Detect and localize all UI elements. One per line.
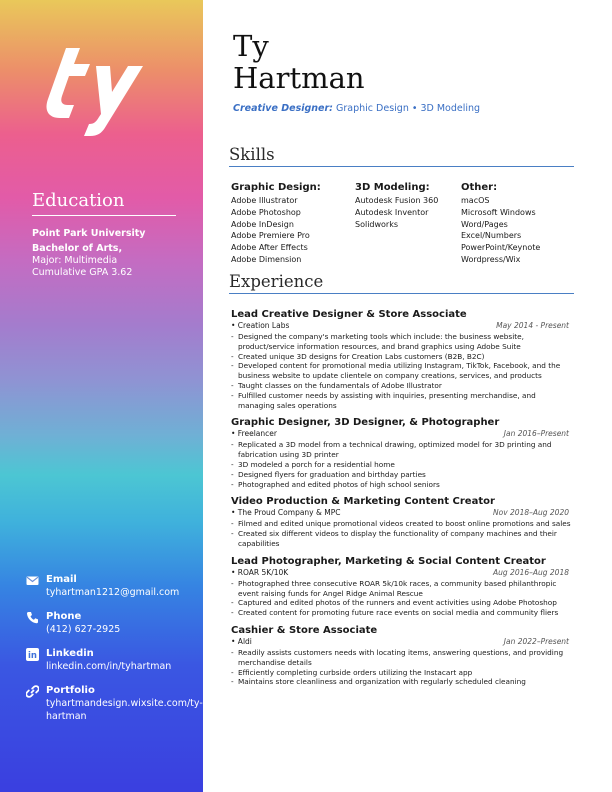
job-bullet: - Taught classes on the fundamentals of Adobe Illustrator — [231, 381, 571, 391]
job-entry — [231, 495, 571, 548]
job-bullet: - Created content for promoting future race events on social media and community fliers — [231, 608, 571, 618]
skill-column — [231, 181, 355, 266]
job-entry — [231, 624, 571, 687]
job-date: Jan 2016–Present — [503, 429, 569, 439]
job-company: • Aldi — [231, 636, 252, 646]
education-details — [32, 228, 192, 279]
job-bullet: - Developed content for promotional media utilizing Instagram, TikTok, Facebook, and the business website to update clientele on company creations, services, and products — [231, 361, 571, 381]
phone-number[interactable]: (412) 627-2925 — [46, 624, 121, 635]
contact-list — [26, 573, 202, 734]
major: Major: Multimedia — [32, 255, 118, 266]
skill-item: Adobe Dimension — [231, 254, 302, 264]
job-bullet: - Readily assists customers needs with locating items, answering questions, and providing merchandise details — [231, 648, 571, 668]
job-title: Video Production & Marketing Content Creator — [231, 496, 495, 508]
sidebar — [0, 0, 203, 792]
job-bullets — [231, 519, 571, 548]
contact-portfolio — [26, 684, 202, 723]
job-bullets — [231, 579, 571, 618]
job-bullet: - Fulfilled customer needs by assisting with inquiries, presenting merchandise, and managing sales operations — [231, 391, 571, 411]
job-title: Cashier & Store Associate — [231, 624, 378, 636]
contact-label: Phone — [46, 611, 82, 622]
gpa: Cumulative GPA 3.62 — [32, 267, 133, 278]
job-title: Lead Photographer, Marketing & Social Content Creator — [231, 555, 546, 567]
skill-item: Autodesk Inventor — [355, 207, 429, 217]
contact-email — [26, 573, 202, 599]
experience-list — [231, 308, 571, 693]
skill-item: Adobe Illustrator — [231, 196, 298, 205]
contact-label: Linkedin — [46, 648, 94, 659]
skill-column-title: Graphic Design: — [231, 182, 321, 193]
skill-item: Autodesk Fusion 360 — [355, 196, 439, 205]
linkedin-link[interactable]: linkedin.com/in/tyhartman — [46, 661, 172, 672]
portfolio-link[interactable]: tyhartmandesign.wixsite.com/ty-hartman — [46, 698, 203, 722]
job-meta — [231, 429, 571, 439]
job-company: • The Proud Company & MPC — [231, 508, 341, 518]
skill-item: Adobe InDesign — [231, 219, 294, 229]
job-bullet: - Photographed three consecutive ROAR 5k/10k races, a community based philanthropic event raising funds for Angel Ridge Animal Rescue — [231, 579, 571, 599]
skill-column — [355, 181, 461, 266]
ty-monogram-logo — [44, 42, 154, 136]
job-bullet: - Designed flyers for graduation and birthday parties — [231, 470, 571, 480]
contact-linkedin — [26, 647, 202, 673]
skill-item: Adobe Photoshop — [231, 207, 301, 217]
job-company: • ROAR 5K/10K — [231, 567, 289, 577]
job-entry — [231, 416, 571, 489]
job-bullet: - Captured and edited photos of the runners and event activities using Adobe Photoshop — [231, 598, 571, 608]
link-icon — [26, 685, 39, 698]
skill-item: Wordpress/Wix — [461, 254, 521, 264]
last-name: Hartman — [233, 61, 365, 95]
job-bullet: - Photographed and edited photos of high school seniors — [231, 480, 571, 490]
skill-column-title: Other: — [461, 182, 498, 193]
job-bullet: - 3D modeled a porch for a residential home — [231, 460, 571, 470]
job-bullet: - Maintains store cleanliness and organization with regularly scheduled cleaning — [231, 677, 571, 687]
skill-item: PowerPoint/Keynote — [461, 243, 541, 253]
degree: Bachelor of Arts, — [32, 243, 123, 254]
phone-icon — [26, 611, 39, 624]
job-date: Jan 2022–Present — [503, 636, 569, 646]
job-meta — [231, 637, 571, 647]
skill-column-title: 3D Modeling: — [355, 182, 430, 193]
skill-item: Adobe Premiere Pro — [231, 231, 310, 241]
full-name — [233, 30, 365, 94]
skill-item: Excel/Numbers — [461, 231, 522, 241]
school-name: Point Park University — [32, 228, 146, 239]
linkedin-icon — [26, 648, 39, 661]
skill-item: Adobe After Effects — [231, 243, 308, 253]
skills-grid — [231, 181, 576, 266]
education-heading: Education — [32, 190, 176, 216]
tagline-text: Graphic Design • 3D Modeling — [336, 103, 481, 114]
skill-item: Word/Pages — [461, 219, 508, 229]
first-name: Ty — [233, 29, 269, 63]
job-bullet: - Created unique 3D designs for Creation Labs customers (B2B, B2C) — [231, 352, 571, 362]
job-date: Nov 2018–Aug 2020 — [493, 508, 569, 518]
skills-heading: Skills — [229, 145, 574, 167]
contact-label: Email — [46, 574, 77, 585]
job-bullets — [231, 440, 571, 489]
job-bullets — [231, 648, 571, 687]
svg-text:in: in — [28, 651, 37, 661]
job-title: Graphic Designer, 3D Designer, & Photographer — [231, 417, 500, 429]
job-bullets — [231, 332, 571, 410]
email-link[interactable]: tyhartman1212@gmail.com — [46, 587, 180, 598]
job-date: Aug 2016–Aug 2018 — [493, 567, 569, 577]
job-meta — [231, 508, 571, 518]
job-company: • Freelancer — [231, 429, 277, 439]
skill-item: Microsoft Windows — [461, 207, 536, 217]
skill-item: Solidworks — [355, 219, 399, 229]
job-meta — [231, 321, 571, 331]
job-title: Lead Creative Designer & Store Associate — [231, 309, 467, 320]
job-entry — [231, 308, 571, 410]
tagline-label: Creative Designer: — [233, 103, 333, 114]
job-bullet: - Filmed and edited unique promotional videos created to boost online promotions and sales — [231, 519, 571, 529]
job-bullet: - Replicated a 3D model from a technical drawing, optimized model for 3D printing and fabrication using 3D printer — [231, 440, 571, 460]
job-date: May 2014 - Present — [496, 321, 569, 330]
job-bullet: - Created six different videos to display the functionality of company machines and their capabilities — [231, 529, 571, 549]
job-bullet: - Efficiently completing curbside orders utilizing the Instacart app — [231, 668, 571, 678]
tagline — [233, 103, 480, 114]
job-entry — [231, 555, 571, 618]
contact-phone — [26, 610, 202, 636]
skill-column — [461, 181, 576, 266]
contact-label: Portfolio — [46, 685, 95, 696]
job-company: • Creation Labs — [231, 321, 290, 330]
job-bullet: - Designed the company's marketing tools which include: the business website, product/service information resources, and brand graphics using Adobe Suite — [231, 332, 571, 352]
skill-item: macOS — [461, 196, 490, 205]
experience-heading: Experience — [229, 272, 574, 294]
mail-icon — [26, 574, 39, 587]
job-meta — [231, 568, 571, 578]
